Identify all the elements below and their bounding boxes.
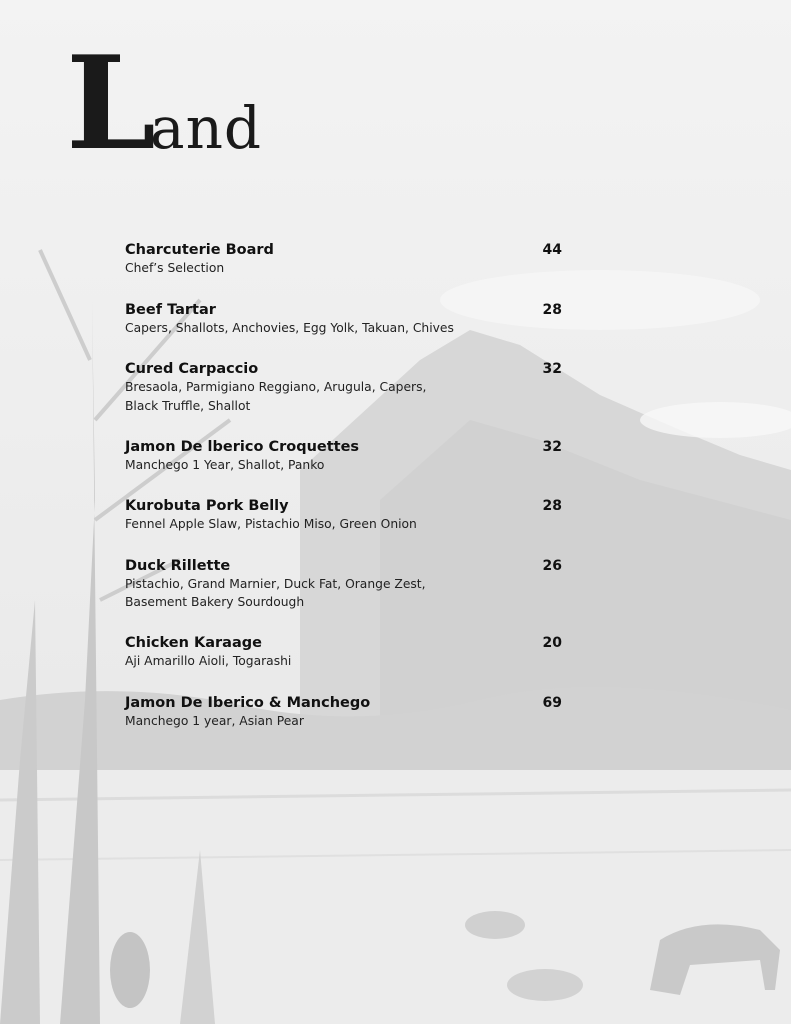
menu-item-description: Bresaola, Parmigiano Reggiano, Arugula, Capers, Black Truffle, Shallot	[125, 380, 427, 413]
menu-item-description: Fennel Apple Slaw, Pistachio Miso, Green Onion	[125, 517, 417, 531]
title-rest: and	[150, 94, 263, 162]
menu-item	[125, 557, 565, 635]
menu-item-description: Manchego 1 year, Asian Pear	[125, 713, 304, 728]
menu-item-description: Manchego 1 Year, Shallot, Panko	[125, 457, 325, 472]
menu-item-price: 32	[542, 438, 562, 455]
menu-item-price: 26	[542, 557, 562, 574]
menu-item	[125, 301, 565, 361]
menu-item	[125, 694, 565, 754]
menu-item-price: 28	[542, 498, 562, 514]
menu-item-price: 20	[542, 635, 562, 651]
menu-item-name: Duck Rillette	[125, 557, 231, 574]
menu-item-name: Jamon De lberico Croquettes	[125, 438, 360, 455]
menu-item-name: Cured Carpaccio	[125, 361, 259, 377]
menu-item-price: 28	[542, 301, 562, 318]
menu-item	[125, 438, 565, 498]
menu-item-description: Pistachio, Grand Marnier, Duck Fat, Orange Zest, Basement Bakery Sourdough	[125, 576, 426, 609]
menu-item-description: Aji Amarillo Aioli, Togarashi	[125, 654, 292, 668]
menu-item-name: Beef Tartar	[125, 301, 216, 318]
menu-item	[125, 241, 565, 301]
menu-item-price: 32	[542, 361, 562, 377]
menu-item-description: Capers, Shallots, Anchovies, Egg Yolk, Takuan, Chives	[125, 320, 454, 335]
menu-item-name: Jamon De Iberico & Manchego	[125, 694, 371, 711]
menu-item-name: Charcuterie Board	[125, 242, 274, 258]
menu-list	[125, 241, 565, 753]
menu-item-price: 69	[542, 694, 562, 711]
menu-item	[125, 634, 565, 694]
menu-item-description: Chef’s Selection	[125, 261, 225, 275]
menu-item	[125, 360, 565, 438]
title-initial: L	[66, 29, 150, 179]
menu-item-name: Chicken Karaage	[125, 635, 262, 651]
menu-item	[125, 497, 565, 557]
menu-item-name: Kurobuta Pork Belly	[125, 498, 289, 514]
menu-item-price: 44	[542, 242, 562, 258]
page-title	[66, 29, 263, 179]
